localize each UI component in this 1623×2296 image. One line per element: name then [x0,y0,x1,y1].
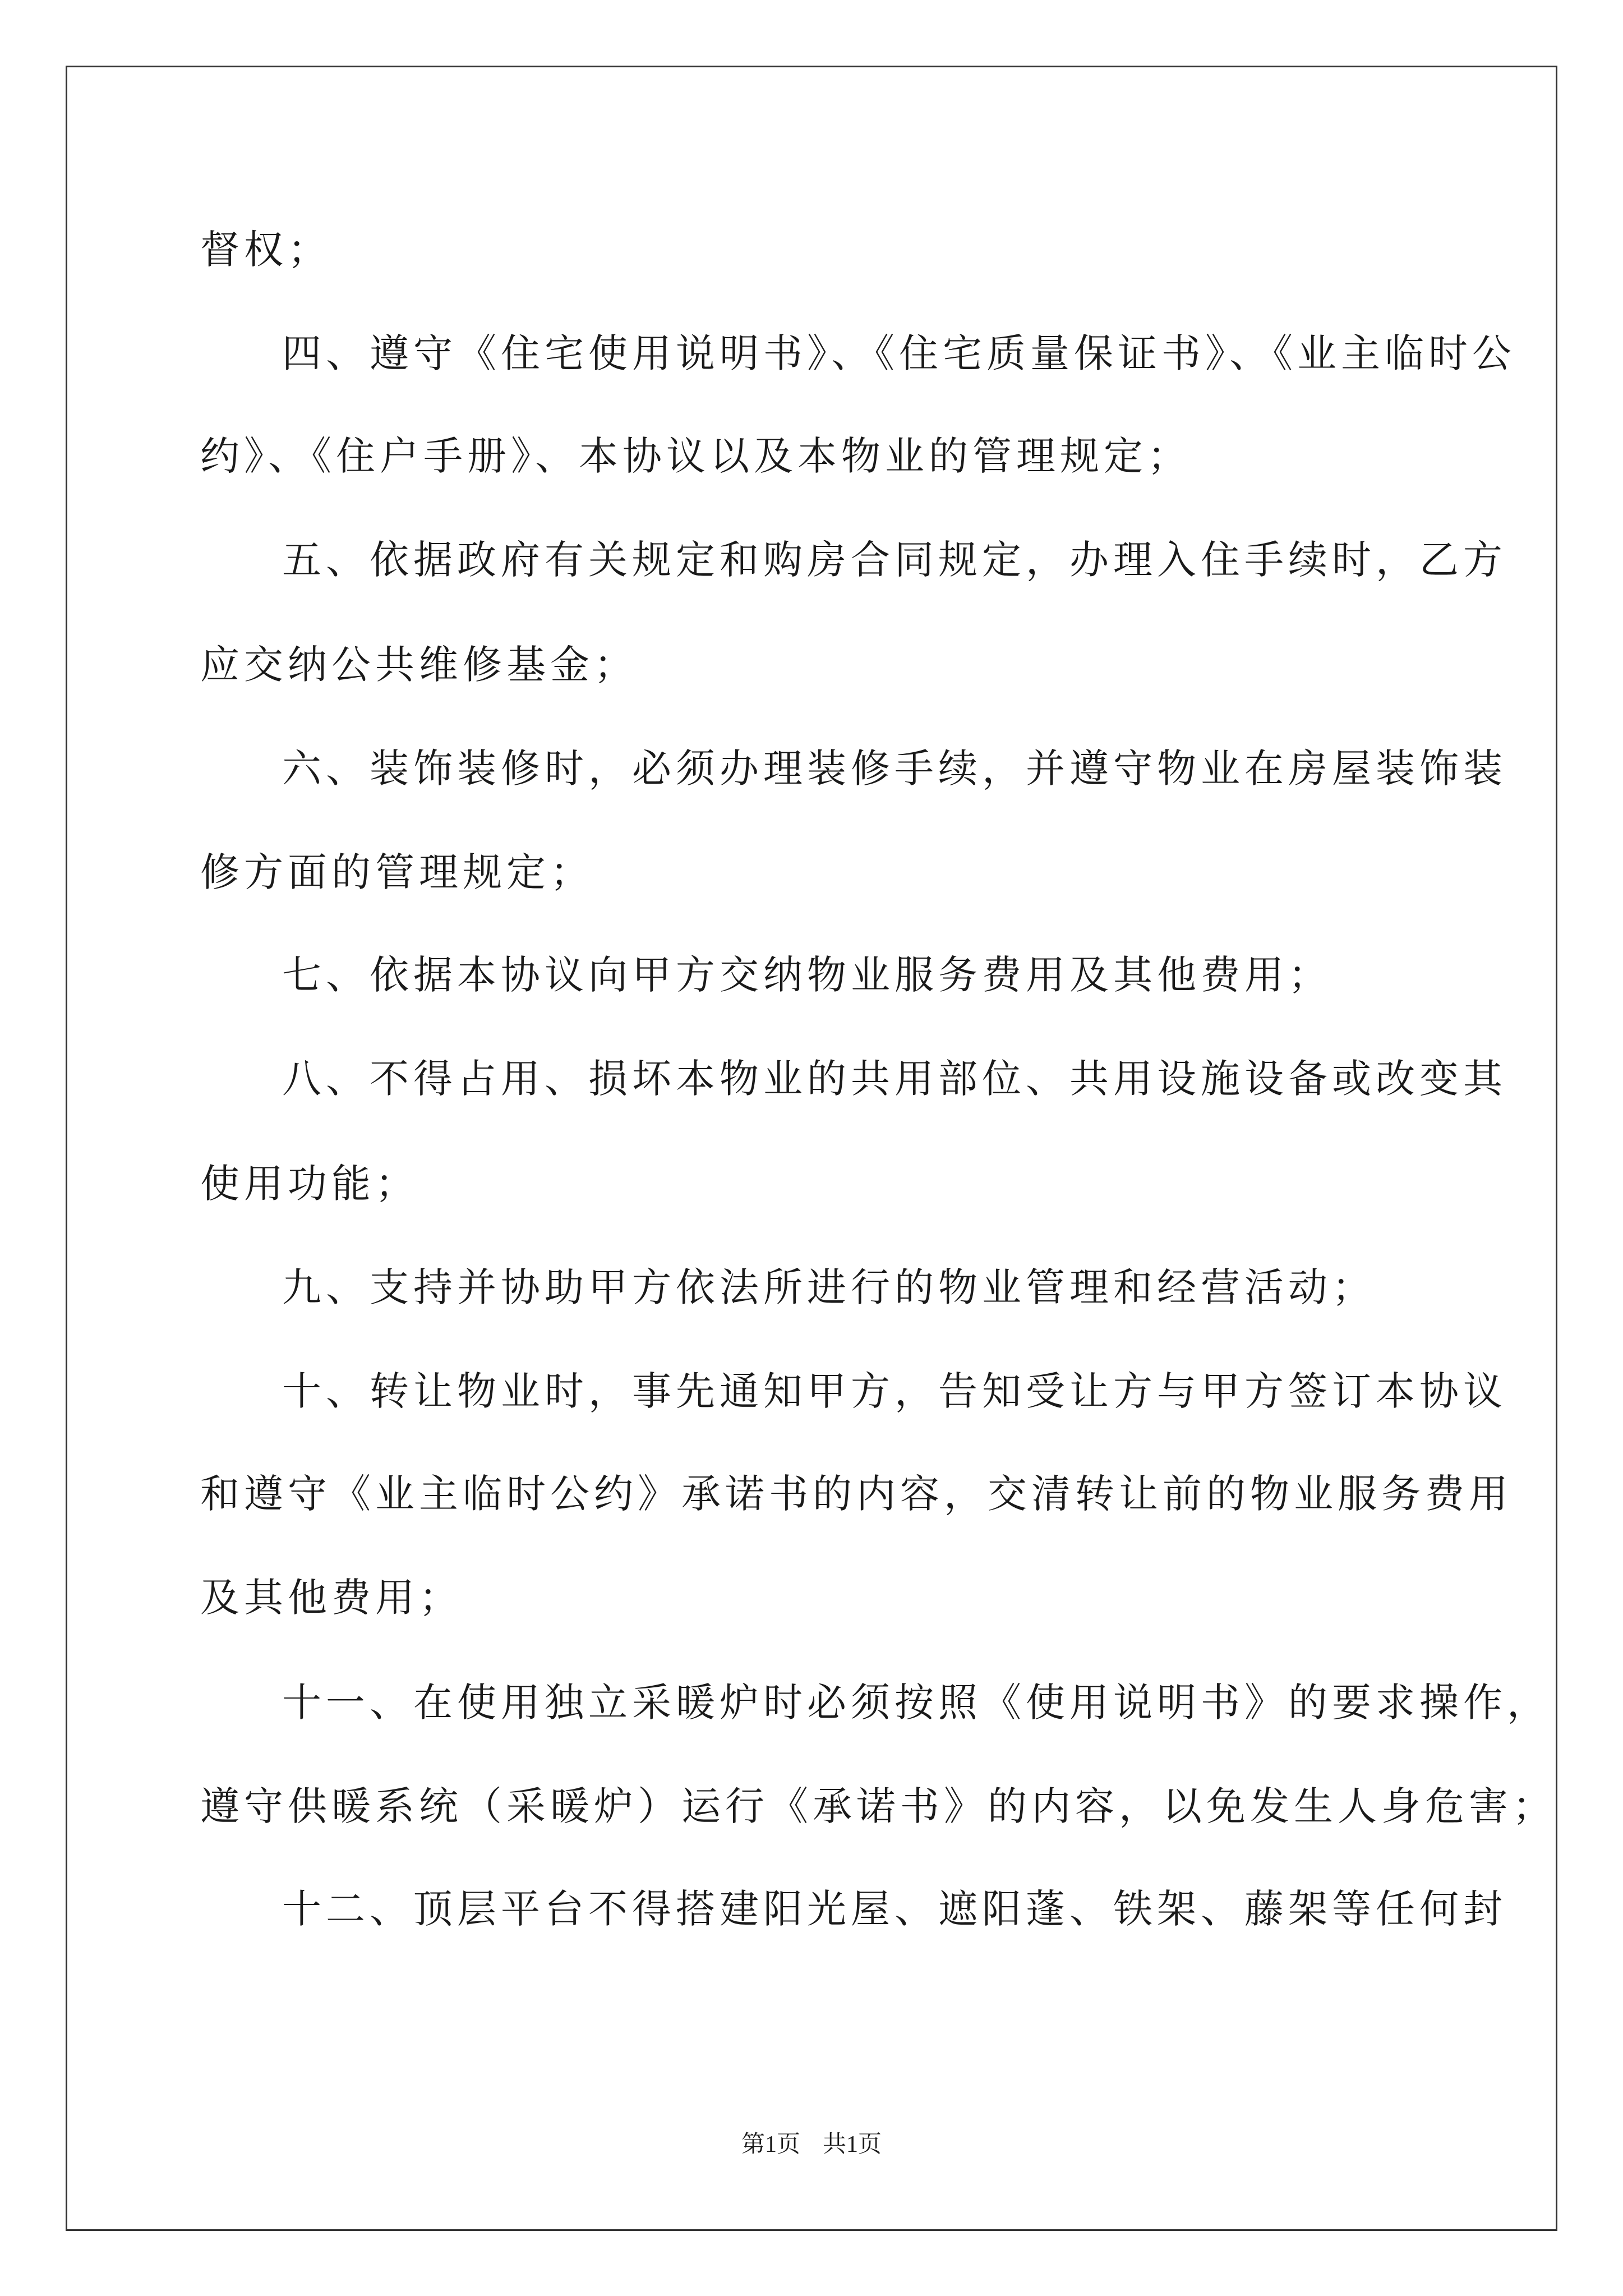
paragraph-line: 八、不得占用、损坏本物业的共用部位、共用设施设备或改变其 [282,1056,1507,1102]
paragraph-line: 十、转让物业时，事先通知甲方，告知受让方与甲方签订本协议 [282,1368,1507,1414]
paragraph-line: 使用功能； [200,1161,419,1207]
paragraph-line: 督权； [200,227,331,273]
paragraph-line: 及其他费用； [200,1575,463,1621]
page-total: 共1页 [823,2132,882,2157]
paragraph-line: 四、遵守《住宅使用说明书》、《住宅质量保证书》、《业主临时公 [282,330,1516,376]
page-footer [0,2128,1623,2161]
paragraph-line: 遵守供暖系统（采暖炉）运行《承诺书》的内容，以免发生人身危害； [200,1783,1556,1829]
paragraph-line: 九、支持并协助甲方依法所进行的物业管理和经营活动； [282,1264,1376,1310]
paragraph-line: 五、依据政府有关规定和购房合同规定，办理入住手续时，乙方 [282,537,1507,583]
paragraph-line: 修方面的管理规定； [200,849,594,895]
paragraph-line: 约》、《住户手册》、本协议以及本物业的管理规定； [200,433,1191,479]
paragraph-line: 和遵守《业主临时公约》承诺书的内容，交清转让前的物业服务费用 [200,1471,1513,1517]
paragraph-line: 十二、顶层平台不得搭建阳光屋、遮阳蓬、铁架、藤架等任何封 [282,1886,1507,1932]
paragraph-line: 七、依据本协议向甲方交纳物业服务费用及其他费用； [282,952,1332,998]
paragraph-line: 十一、在使用独立采暖炉时必须按照《使用说明书》的要求操作， [282,1680,1551,1726]
page-number: 第1页 [741,2132,800,2157]
paragraph-line: 应交纳公共维修基金； [200,642,638,688]
paragraph-line: 六、装饰装修时，必须办理装修手续，并遵守物业在房屋装饰装 [282,746,1507,792]
